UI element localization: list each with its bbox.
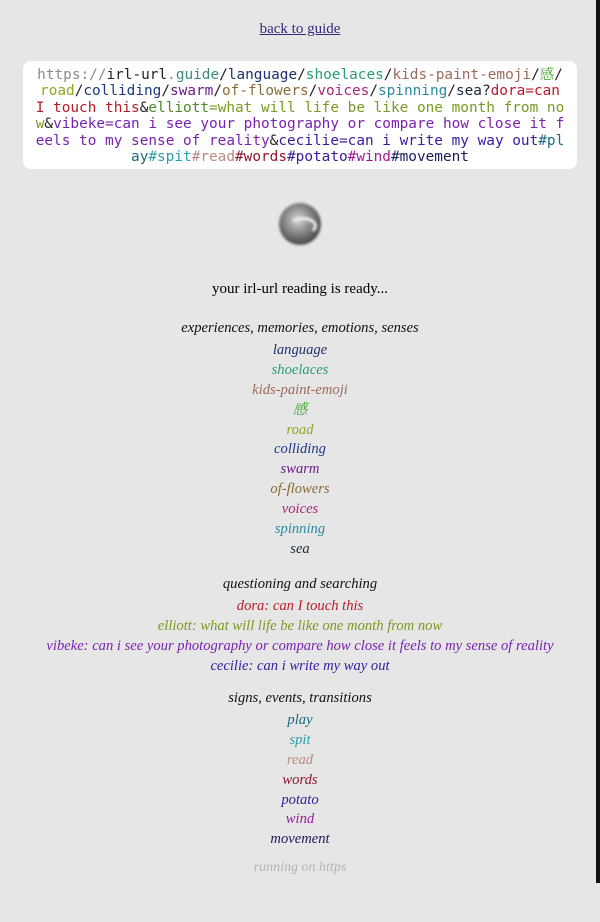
- section-heading-signs: signs, events, transitions: [228, 690, 372, 706]
- back-to-guide-link[interactable]: back to guide: [259, 21, 341, 37]
- ready-message: your irl-url reading is ready...: [211, 281, 389, 297]
- url-segment: #potato: [287, 149, 348, 166]
- url-segment: irl-url: [106, 67, 168, 83]
- irl-url-text: [34, 67, 566, 165]
- signs-item: spit: [289, 731, 311, 748]
- url-box: [23, 61, 577, 169]
- url-segment: dora=can I touch this: [35, 83, 560, 116]
- url-segment: sea: [455, 83, 482, 100]
- signs-item: potato: [281, 791, 319, 808]
- reading-orb-icon: [279, 203, 321, 245]
- footer-status: running on https: [253, 860, 347, 875]
- experiences-item: sea: [290, 540, 310, 557]
- experiences-item: colliding: [274, 441, 326, 458]
- url-segment: &: [139, 99, 149, 116]
- experiences-item: shoelaces: [271, 361, 329, 378]
- url-segment: .: [167, 67, 176, 83]
- url-segment: ?: [481, 83, 491, 100]
- url-segment: #wind: [347, 149, 391, 166]
- url-segment: #play: [131, 132, 565, 166]
- url-segment: #read: [191, 149, 236, 166]
- url-segment: /: [213, 83, 223, 100]
- url-segment: of-flowers: [222, 83, 309, 100]
- experiences-item: swarm: [280, 461, 320, 478]
- signs-item: words: [282, 771, 318, 788]
- signs-item: play: [287, 712, 313, 728]
- url-segment: &: [269, 132, 279, 149]
- url-segment: /: [531, 67, 540, 83]
- url-segment: #spit: [148, 149, 192, 166]
- url-segment: /: [383, 67, 393, 83]
- experiences-item: spinning: [274, 521, 326, 538]
- url-segment: /: [219, 67, 228, 83]
- url-segment: guide: [175, 67, 220, 83]
- questioning-item: vibeke: can i see your photography or compare how close it feels to my sense of reality: [46, 637, 554, 654]
- url-segment: language: [227, 67, 298, 83]
- url-segment: cecilie=can i write my way out: [278, 132, 539, 149]
- url-segment: /: [369, 83, 378, 100]
- experiences-item: 感: [292, 401, 308, 418]
- section-signs: [0, 688, 600, 849]
- url-segment: road: [40, 83, 75, 100]
- experiences-item: road: [286, 421, 314, 438]
- url-segment: elliott: [148, 99, 210, 116]
- questioning-list: [0, 596, 600, 676]
- url-segment: 感: [539, 67, 555, 83]
- experiences-item: of-flowers: [270, 481, 330, 498]
- url-segment: /: [161, 83, 171, 100]
- url-segment: kids-paint-emoji: [392, 67, 532, 83]
- orb-swirl: [289, 217, 317, 235]
- signs-item: movement: [270, 831, 330, 848]
- signs-item: read: [286, 751, 314, 768]
- section-heading-questioning: questioning and searching: [222, 576, 378, 592]
- url-segment: https://: [37, 67, 107, 83]
- url-segment: /: [308, 83, 318, 100]
- section-experiences: [0, 318, 600, 559]
- questioning-item: cecilie: can i write my way out: [210, 657, 390, 674]
- url-segment: /: [74, 83, 84, 100]
- url-segment: #movement: [390, 149, 469, 166]
- experiences-list: [0, 340, 600, 559]
- experiences-item: voices: [281, 501, 319, 518]
- url-segment: swarm: [170, 83, 214, 100]
- url-segment: vibeke=can i see your photography or compare how close it feels to my sense of reality: [35, 116, 565, 149]
- back-nav: [0, 21, 600, 38]
- url-segment: /: [554, 67, 563, 83]
- experiences-item: kids-paint-emoji: [252, 381, 348, 398]
- url-segment: shoelaces: [305, 67, 384, 83]
- url-segment: /: [447, 83, 456, 100]
- questioning-item: elliott: what will life be like one month from now: [157, 617, 443, 634]
- url-segment: colliding: [83, 83, 162, 100]
- section-heading-experiences: experiences, memories, emotions, senses: [181, 320, 419, 336]
- section-questioning: [0, 574, 600, 676]
- scrollbar-edge: [596, 0, 600, 883]
- url-segment: &: [44, 116, 54, 133]
- signs-item: wind: [285, 811, 315, 828]
- url-segment: voices: [317, 83, 370, 100]
- url-segment: spinning: [377, 83, 448, 100]
- url-segment: #words: [235, 149, 287, 166]
- signs-list: [0, 710, 600, 849]
- url-segment: =what will life be like one month from now: [35, 99, 565, 133]
- url-segment: /: [297, 67, 306, 83]
- experiences-item: language: [272, 342, 328, 358]
- questioning-item: dora: can I touch this: [236, 598, 364, 614]
